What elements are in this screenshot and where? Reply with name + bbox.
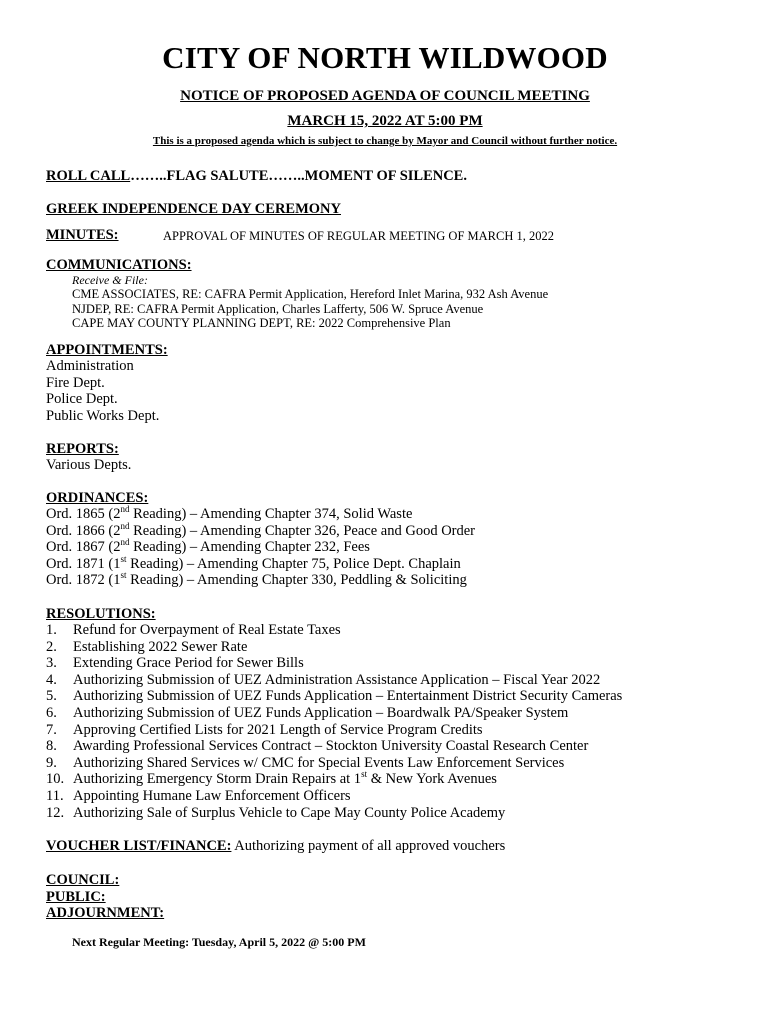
- resolution-item: 9. Authorizing Shared Services w/ CMC for Special Events Law Enforcement Services: [46, 754, 565, 771]
- public-label: PUBLIC:: [46, 889, 106, 905]
- resolutions-label: RESOLUTIONS:: [46, 606, 156, 622]
- ordinance-item: Ord. 1871 (1st Reading) – Amending Chapter 75, Police Dept. Chaplain: [46, 553, 461, 572]
- resolution-item: 6. Authorizing Submission of UEZ Funds Application – Boardwalk PA/Speaker System: [46, 704, 569, 721]
- resolution-item: 10. Authorizing Emergency Storm Drain Repairs at 1st & New York Avenues: [46, 769, 497, 788]
- list-item: Various Depts.: [46, 457, 132, 473]
- resolution-item: 5. Authorizing Submission of UEZ Funds Application – Entertainment District Security Cameras: [46, 688, 623, 705]
- list-item: Administration: [46, 358, 134, 374]
- city-title: CITY OF NORTH WILDWOOD: [162, 40, 608, 75]
- communication-item: CAPE MAY COUNTY PLANNING DEPT, RE: 2022 Comprehensive Plan: [72, 316, 451, 330]
- minutes-label: MINUTES:: [46, 227, 119, 243]
- ordinances-list: [46, 506, 746, 589]
- ordinance-item: Ord. 1872 (1st Reading) – Amending Chapter 330, Peddling & Soliciting: [46, 570, 467, 589]
- minutes-text: APPROVAL OF MINUTES OF REGULAR MEETING OF MARCH 1, 2022: [163, 229, 555, 243]
- appointments-heading: [46, 342, 168, 359]
- resolution-item: 3. Extending Grace Period for Sewer Bills: [46, 655, 304, 672]
- ordinances-label: ORDINANCES:: [46, 490, 149, 506]
- council-heading: [46, 872, 119, 889]
- roll-call-rest: ……..FLAG SALUTE……..MOMENT OF SILENCE.: [130, 168, 467, 184]
- council-label: COUNCIL:: [46, 872, 120, 888]
- appointments-label: APPOINTMENTS:: [46, 342, 168, 358]
- resolution-item: 7. Approving Certified Lists for 2021 Length of Service Program Credits: [46, 721, 483, 738]
- ceremony-line: [46, 201, 341, 218]
- disclaimer-note: This is a proposed agenda which is subject to change by Mayor and Council without further notice.: [152, 135, 618, 147]
- communications-label: COMMUNICATIONS:: [46, 257, 192, 273]
- reports-label: REPORTS:: [46, 441, 119, 457]
- reports-heading: [46, 441, 119, 458]
- voucher-text: Authorizing payment of all approved vouchers: [231, 838, 506, 854]
- resolutions-list: [46, 622, 746, 821]
- resolution-item: 8. Awarding Professional Services Contract – Stockton University Coastal Research Center: [46, 738, 589, 755]
- appointments-list: [46, 358, 746, 424]
- communications-intro: Receive & File:: [72, 273, 148, 287]
- communications-heading: [46, 257, 192, 274]
- resolution-item: 4. Authorizing Submission of UEZ Administration Assistance Application – Fiscal Year 2022: [46, 671, 601, 688]
- ceremony-label: GREEK INDEPENDENCE DAY CEREMONY: [46, 201, 341, 217]
- adjournment-heading: [46, 905, 164, 922]
- roll-call-line: [46, 168, 467, 185]
- voucher-label: VOUCHER LIST/FINANCE:: [46, 838, 232, 854]
- ordinances-heading: [46, 490, 148, 507]
- next-meeting-note: Next Regular Meeting: Tuesday, April 5, 2022 @ 5:00 PM: [72, 935, 366, 949]
- ordinance-item: Ord. 1867 (2nd Reading) – Amending Chapter 232, Fees: [46, 537, 370, 556]
- list-item: Fire Dept.: [46, 374, 105, 391]
- roll-call-label: ROLL CALL: [46, 168, 131, 184]
- resolution-item: 1. Refund for Overpayment of Real Estate Taxes: [46, 622, 341, 638]
- public-heading: [46, 889, 106, 906]
- list-item: Police Dept.: [46, 391, 118, 408]
- resolution-item: 11. Appointing Humane Law Enforcement Officers: [46, 787, 351, 804]
- resolution-item: 12. Authorizing Sale of Surplus Vehicle to Cape May County Police Academy: [46, 804, 506, 821]
- ordinance-item: Ord. 1865 (2nd Reading) – Amending Chapter 374, Solid Waste: [46, 504, 413, 522]
- communication-item: NJDEP, RE: CAFRA Permit Application, Charles Lafferty, 506 W. Spruce Avenue: [72, 302, 484, 316]
- resolutions-heading: [46, 606, 156, 623]
- communication-item: CME ASSOCIATES, RE: CAFRA Permit Application, Hereford Inlet Marina, 932 Ash Avenue: [72, 287, 549, 301]
- voucher-line: [46, 838, 505, 855]
- resolution-item: 2. Establishing 2022 Sewer Rate: [46, 638, 248, 655]
- reports-list: [46, 457, 746, 474]
- list-item: Public Works Dept.: [46, 407, 160, 424]
- adjournment-label: ADJOURNMENT:: [46, 905, 165, 921]
- meeting-date: MARCH 15, 2022 AT 5:00 PM: [287, 113, 483, 129]
- ordinance-item: Ord. 1866 (2nd Reading) – Amending Chapter 326, Peace and Good Order: [46, 520, 476, 539]
- notice-heading: NOTICE OF PROPOSED AGENDA OF COUNCIL MEETING: [180, 88, 590, 104]
- minutes-line: [46, 227, 555, 244]
